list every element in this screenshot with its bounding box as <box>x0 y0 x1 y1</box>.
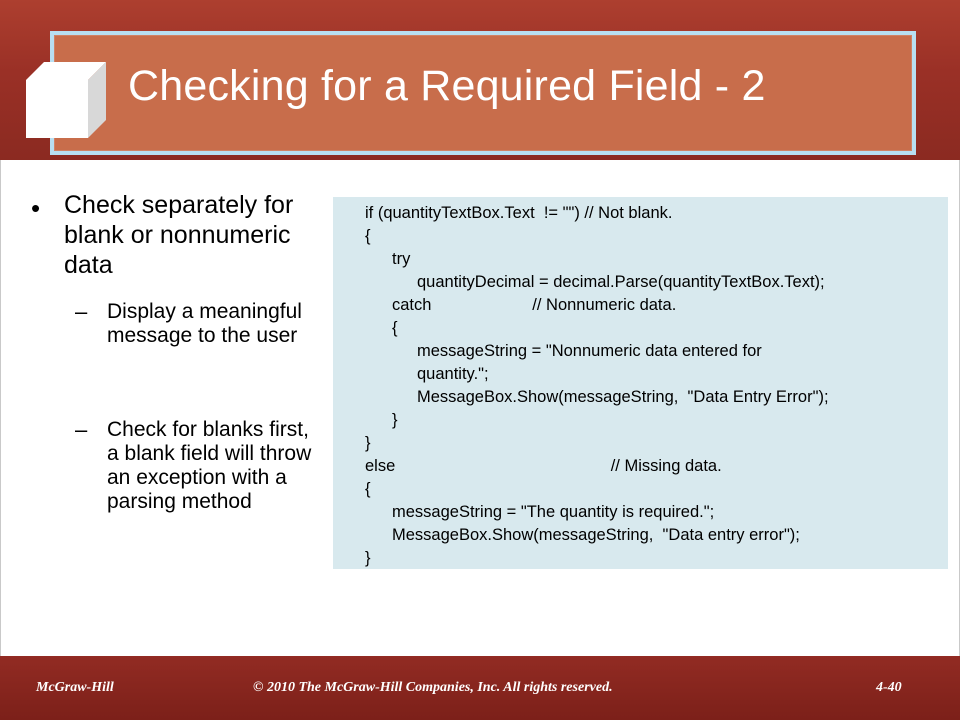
code-line: } <box>365 549 371 567</box>
page-number: 4-40 <box>876 680 902 695</box>
code-line: } <box>392 411 398 429</box>
dash-icon: – <box>75 417 88 442</box>
sub-bullet-text: Check for blanks first, a blank field will throw an exception with a parsing method <box>107 418 312 513</box>
code-line: MessageBox.Show(messageString, "Data Entry Error"); <box>417 388 829 406</box>
slide-title: Checking for a Required Field - 2 <box>128 62 766 110</box>
bullet-text: Check separately for blank or nonnumeric data <box>64 191 294 279</box>
code-line: } <box>365 434 371 452</box>
code-block <box>333 197 948 569</box>
white-cube-icon <box>26 62 106 138</box>
code-line: messageString = "The quantity is required."; <box>392 503 715 521</box>
code-line: catch // Nonnumeric data. <box>392 296 677 314</box>
code-line: MessageBox.Show(messageString, "Data entry error"); <box>392 526 800 544</box>
code-line: { <box>365 227 371 245</box>
footer-publisher: McGraw-Hill <box>36 680 114 695</box>
code-line: { <box>365 480 371 498</box>
footer-copyright: © 2010 The McGraw-Hill Companies, Inc. All rights reserved. <box>253 680 613 695</box>
code-line: { <box>392 319 398 337</box>
code-line: try <box>392 250 411 268</box>
dash-icon: – <box>75 299 88 324</box>
sub-bullet-text: Display a meaningful message to the user <box>107 300 302 347</box>
code-line: quantity."; <box>417 365 489 383</box>
code-line: quantityDecimal = decimal.Parse(quantityTextBox.Text); <box>417 273 825 291</box>
code-line: if (quantityTextBox.Text != "") // Not blank. <box>365 204 673 222</box>
bullet-dot-icon: • <box>31 193 41 223</box>
code-line: else // Missing data. <box>365 457 722 475</box>
code-line: messageString = "Nonnumeric data entered for <box>417 342 762 360</box>
